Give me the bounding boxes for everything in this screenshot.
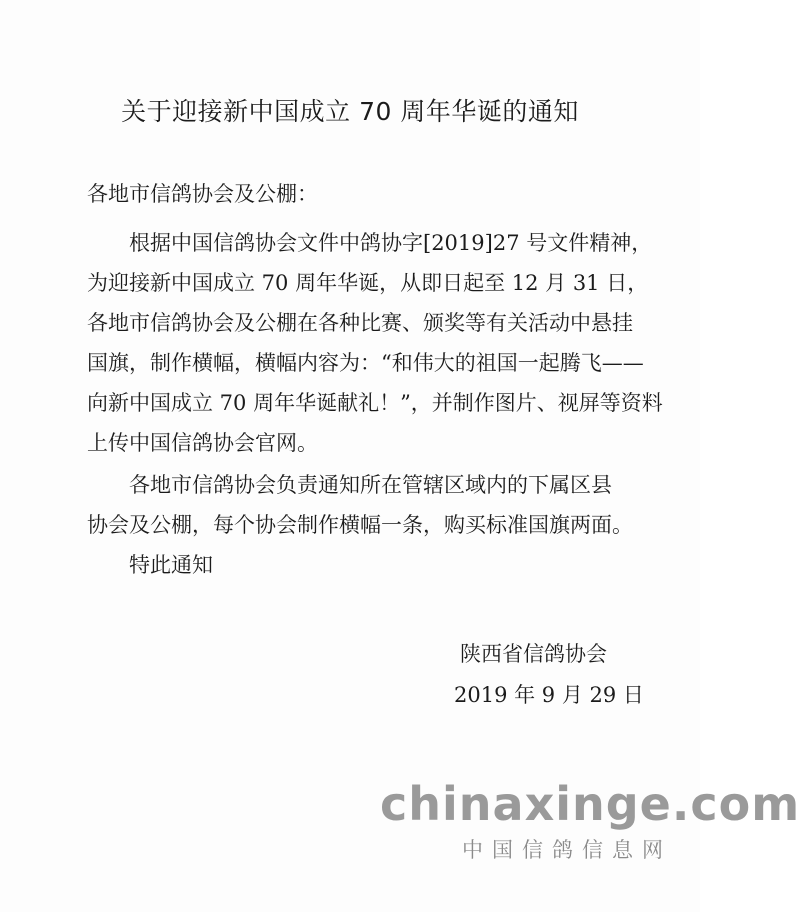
- paragraph-line: 协会及公棚，每个协会制作横幅一条，购买标准国旗两面。: [87, 513, 633, 537]
- paragraph-line: 国旗，制作横幅，横幅内容为：“和伟大的祖国一起腾飞——: [87, 351, 644, 375]
- salutation: 各地市信鸽协会及公棚：: [87, 182, 318, 206]
- watermark: [380, 777, 800, 864]
- paragraph-line: 为迎接新中国成立 70 周年华诞，从即日起至 12 月 31 日，: [87, 271, 649, 295]
- watermark-domain: chinaxinge.com: [380, 777, 800, 831]
- paragraph-line: 各地市信鸽协会负责通知所在管辖区域内的下属区县: [87, 473, 612, 497]
- paragraph-line: 各地市信鸽协会及公棚在各种比赛、颁奖等有关活动中悬挂: [87, 311, 633, 335]
- watermark-site-name: 中国信鸽信息网: [462, 838, 672, 862]
- paragraph-line: 上传中国信鸽协会官网。: [87, 431, 318, 455]
- paragraph-line: 向新中国成立 70 周年华诞献礼！”，并制作图片、视屏等资料: [87, 391, 663, 415]
- notice-title: 关于迎接新中国成立 70 周年华诞的通知: [121, 97, 579, 126]
- signature-date: 2019 年 9 月 29 日: [454, 683, 644, 707]
- paragraph-line: 根据中国信鸽协会文件中鸽协字[2019]27 号文件精神，: [87, 231, 653, 255]
- body-paragraph-1: [87, 223, 663, 463]
- closing-line: 特此通知: [129, 553, 213, 577]
- body-paragraph-2: [87, 465, 639, 545]
- signature-organization: 陕西省信鸽协会: [460, 642, 607, 666]
